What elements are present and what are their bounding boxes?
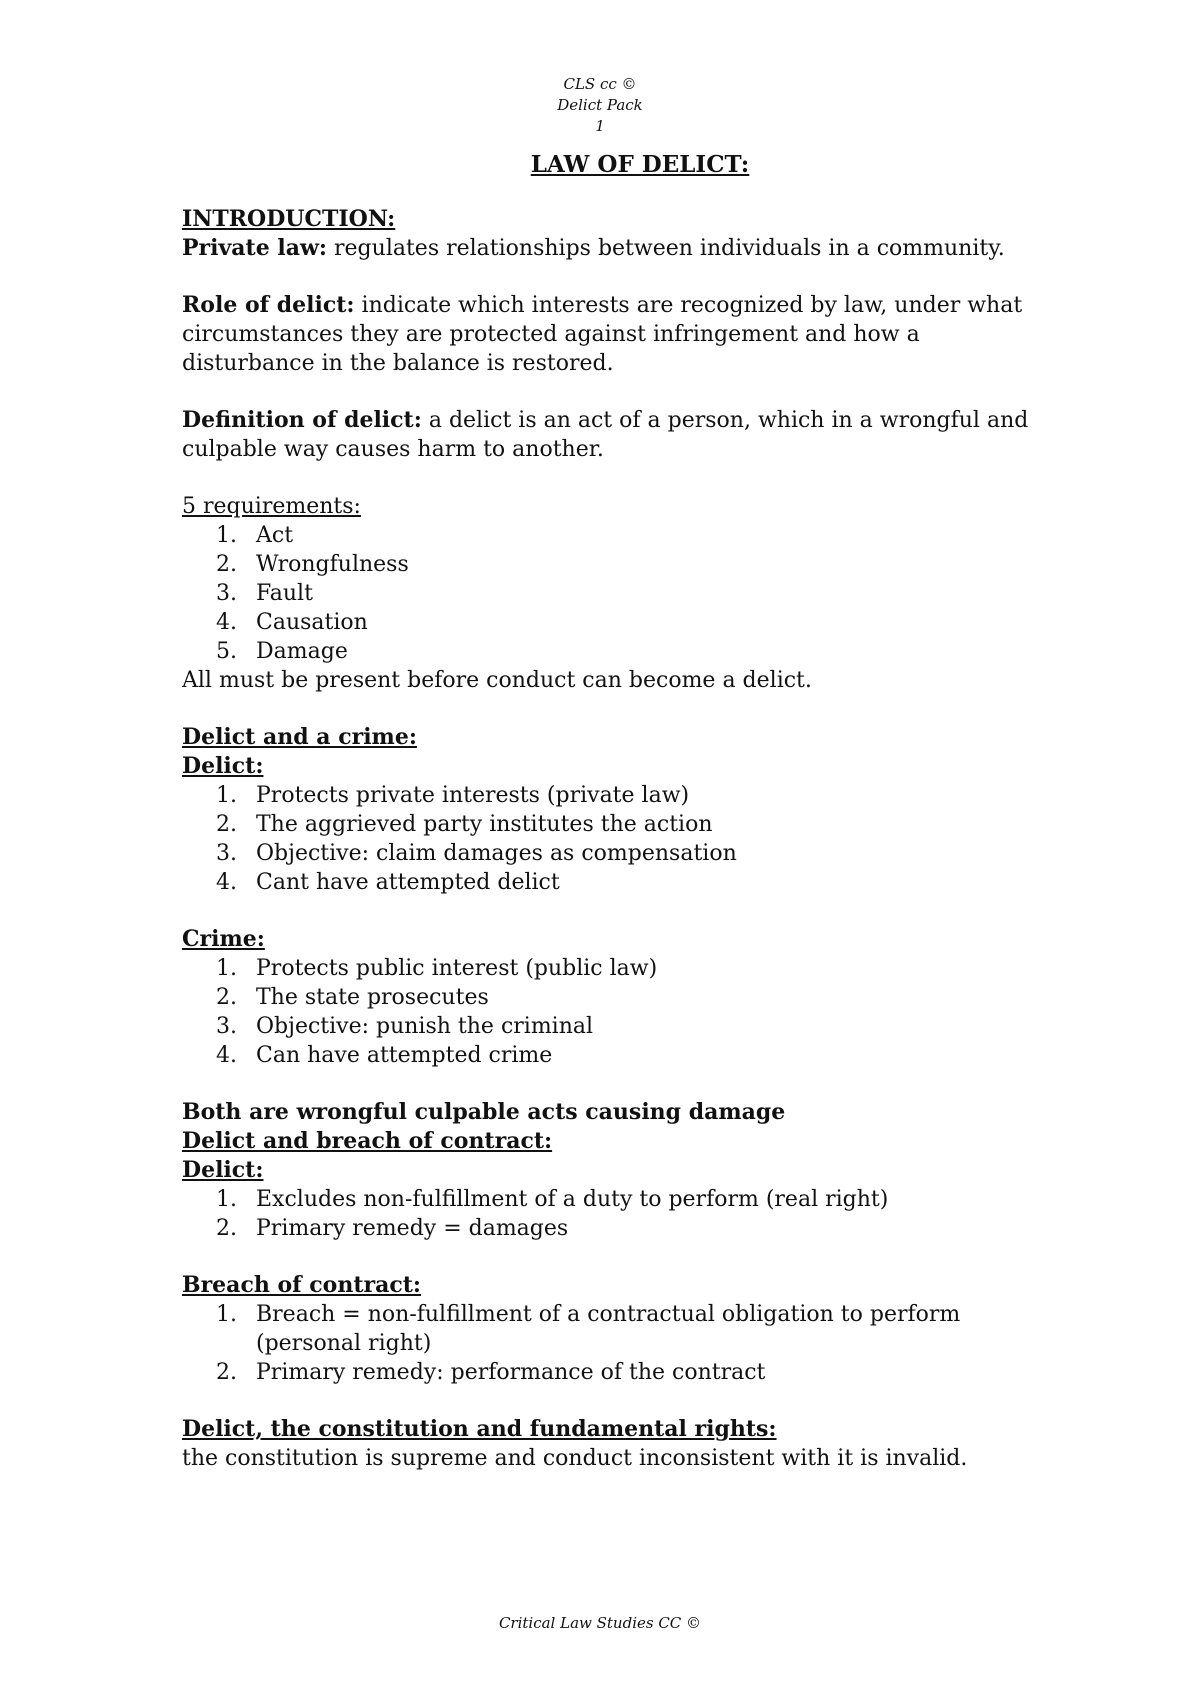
list-item: 2. Wrongfulness (216, 552, 409, 577)
definition-text: a delict is an act of a person, which in a wrongful and culpable way causes harm to another. (182, 408, 1029, 462)
definition-label: Definition of delict: (182, 407, 422, 433)
page-number: 1 (595, 117, 605, 135)
list-item: 2. The state prosecutes (216, 985, 489, 1010)
list-item: 3. Objective: claim damages as compensation (216, 841, 737, 866)
crime-list (182, 954, 1042, 1070)
list-item: 1. Excludes non-fulfillment of a duty to perform (real right) (216, 1187, 889, 1212)
introduction-heading: INTRODUCTION: (182, 206, 396, 232)
page-footer: Critical Law Studies CC © (498, 1614, 702, 1632)
definition-paragraph (182, 406, 1042, 464)
crime-subheading: Crime: (182, 926, 265, 952)
document-title: LAW OF DELICT: (530, 151, 750, 178)
private-law-text: regulates relationships between individuals in a community. (327, 236, 1005, 261)
role-text: indicate which interests are recognized by law, under what circumstances they are protected against infringement and how a disturbance in the balance is restored. (182, 293, 1023, 376)
list-item: 3. Fault (216, 581, 313, 606)
private-law-label: Private law: (182, 235, 328, 261)
document-body (182, 150, 1042, 1473)
list-item: 4. Cant have attempted delict (216, 870, 560, 895)
list-item: 2. The aggrieved party institutes the action (216, 812, 713, 837)
list-item: 5. Damage (216, 639, 348, 664)
list-item: 1. Protects public interest (public law) (216, 956, 658, 981)
breach-subheading: Breach of contract: (182, 1272, 422, 1298)
delict-contract-heading: Delict and breach of contract: (182, 1128, 553, 1154)
breach-list (182, 1300, 1042, 1387)
requirements-heading: 5 requirements: (182, 494, 361, 519)
private-law-paragraph (182, 234, 1042, 263)
header-copyright: CLS cc © (563, 75, 637, 93)
list-item: 1. Act (216, 523, 294, 548)
both-statement: Both are wrongful culpable acts causing damage (182, 1099, 786, 1125)
constitution-text: the constitution is supreme and conduct inconsistent with it is invalid. (182, 1446, 968, 1471)
list-item: 4. Causation (216, 610, 368, 635)
delict-list (182, 781, 1042, 897)
delict-subheading-2: Delict: (182, 1157, 264, 1183)
requirements-list (182, 521, 1042, 666)
page-header (0, 74, 1200, 137)
header-pack-name: Delict Pack (557, 96, 643, 114)
delict-subheading: Delict: (182, 753, 264, 779)
role-label: Role of delict: (182, 292, 355, 318)
list-item: 2. Primary remedy: performance of the contract (216, 1360, 766, 1385)
list-item: 1. Breach = non-fulfillment of a contractual obligation to perform (personal right) (216, 1302, 961, 1356)
list-item: 1. Protects private interests (private law) (216, 783, 690, 808)
role-paragraph (182, 291, 1042, 378)
list-item: 2. Primary remedy = damages (216, 1216, 569, 1241)
delict-contract-list (182, 1185, 1042, 1243)
list-item: 3. Objective: punish the criminal (216, 1014, 594, 1039)
requirements-closing: All must be present before conduct can become a delict. (182, 668, 812, 693)
delict-crime-heading: Delict and a crime: (182, 724, 417, 750)
constitution-heading: Delict, the constitution and fundamental rights: (182, 1416, 777, 1442)
list-item: 4. Can have attempted crime (216, 1043, 553, 1068)
